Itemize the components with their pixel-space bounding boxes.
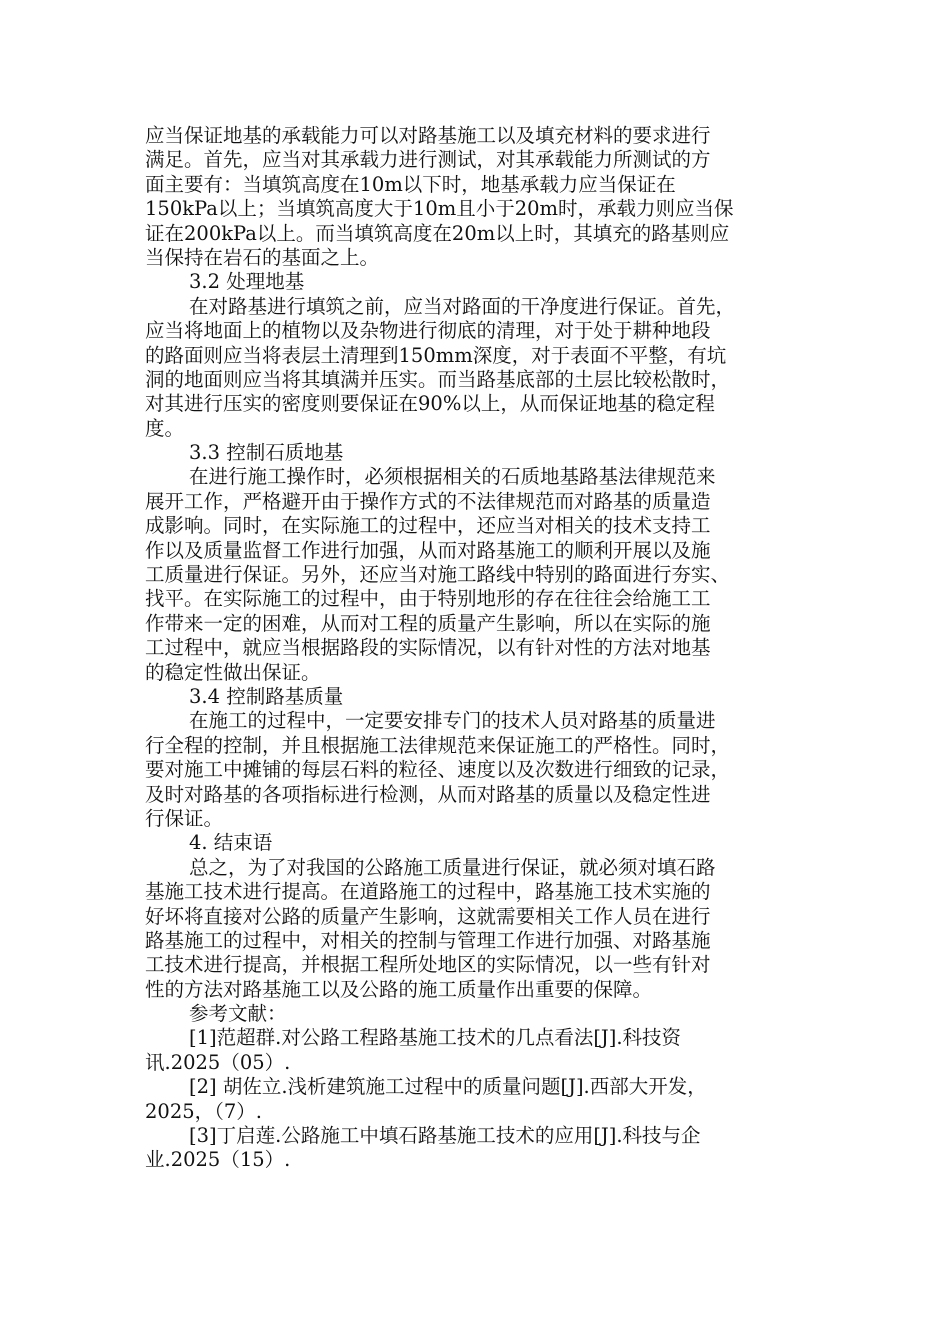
text-line: 工过程中，就应当根据路段的实际情况，以有针对性的方法对地基 <box>145 636 711 660</box>
text-line: 在施工的过程中，一定要安排专门的技术人员对路基的质量进 <box>189 709 716 733</box>
text-line: 对其进行压实的密度则要保证在90%以上，从而保证地基的稳定程 <box>145 392 715 416</box>
text-line: 作带来一定的困难，从而对工程的质量产生影响，所以在实际的施 <box>145 611 711 635</box>
text-line: 3.2 处理地基 <box>189 270 305 294</box>
document-body <box>145 124 810 1173</box>
text-line: 工技术进行提高，并根据工程所处地区的实际情况，以一些有针对 <box>145 953 711 977</box>
text-line: 洞的地面则应当将其填满并压实。而当路基底部的土层比较松散时， <box>145 367 731 391</box>
text-line: 参考文献： <box>189 1002 287 1026</box>
text-line: 4. 结束语 <box>189 831 273 855</box>
text-line: 行保证。 <box>145 806 224 830</box>
text-line: 度。 <box>145 416 185 440</box>
text-line: 路基施工的过程中，对相关的控制与管理工作进行加强、对路基施 <box>145 928 711 952</box>
text-line: 应当将地面上的植物以及杂物进行彻底的清理，对于处于耕种地段 <box>145 319 711 343</box>
text-line: 证在200kPa以上。而当填筑高度在20m以上时，其填充的路基则应 <box>145 221 730 245</box>
text-line: [2] 胡佐立.浅析建筑施工过程中的质量问题[J].西部大开发， <box>189 1075 707 1099</box>
text-line: 讯.2025（05）. <box>145 1050 291 1074</box>
text-line: 在进行施工操作时，必须根据相关的石质地基路基法律规范来 <box>189 465 716 489</box>
text-line: 行全程的控制，并且根据施工法律规范来保证施工的严格性。同时， <box>145 733 731 757</box>
text-line: 展开工作，严格避开由于操作方式的不法律规范而对路基的质量造 <box>145 489 711 513</box>
text-line: 要对施工中摊铺的每层石料的粒径、速度以及次数进行细致的记录， <box>145 758 731 782</box>
text-line: 3.3 控制石质地基 <box>189 441 344 465</box>
text-line: 面主要有：当填筑高度在10m以下时，地基承载力应当保证在 <box>145 172 676 196</box>
text-line: 当保持在岩石的基面之上。 <box>145 245 380 269</box>
text-line: 总之，为了对我国的公路施工质量进行保证，就必须对填石路 <box>189 855 716 879</box>
text-line: 及时对路基的各项指标进行检测，从而对路基的质量以及稳定性进 <box>145 782 711 806</box>
text-line: 2025，（7）. <box>145 1099 262 1123</box>
text-line: 3.4 控制路基质量 <box>189 684 344 708</box>
text-line: 基施工技术进行提高。在道路施工的过程中，路基施工技术实施的 <box>145 880 711 904</box>
text-line: 业.2025（15）. <box>145 1148 291 1172</box>
text-line: 性的方法对路基施工以及公路的施工质量作出重要的保障。 <box>145 977 653 1001</box>
text-line: 的路面则应当将表层土清理到150mm深度，对于表面不平整，有坑 <box>145 343 727 367</box>
text-line: 成影响。同时，在实际施工的过程中，还应当对相关的技术支持工 <box>145 514 711 538</box>
text-line: 工质量进行保证。另外，还应当对施工路线中特别的路面进行夯实、 <box>145 563 731 587</box>
text-line: 在对路基进行填筑之前，应当对路面的干净度进行保证。首先， <box>189 294 736 318</box>
text-line: 应当保证地基的承载能力可以对路基施工以及填充材料的要求进行 <box>145 124 711 147</box>
text-line: [1]范超群.对公路工程路基施工技术的几点看法[J].科技资 <box>189 1026 682 1050</box>
text-line: 的稳定性做出保证。 <box>145 660 321 684</box>
text-line: [3]丁启莲.公路施工中填石路基施工技术的应用[J].科技与企 <box>189 1124 701 1148</box>
text-line: 找平。在实际施工的过程中，由于特别地形的存在往往会给施工工 <box>145 587 711 611</box>
text-line: 作以及质量监督工作进行加强，从而对路基施工的顺利开展以及施 <box>145 538 711 562</box>
text-line: 150kPa以上；当填筑高度大于10m且小于20m时，承载力则应当保 <box>145 197 734 221</box>
text-line: 好坏将直接对公路的质量产生影响，这就需要相关工作人员在进行 <box>145 904 711 928</box>
text-line: 满足。首先，应当对其承载力进行测试，对其承载能力所测试的方 <box>145 148 711 172</box>
